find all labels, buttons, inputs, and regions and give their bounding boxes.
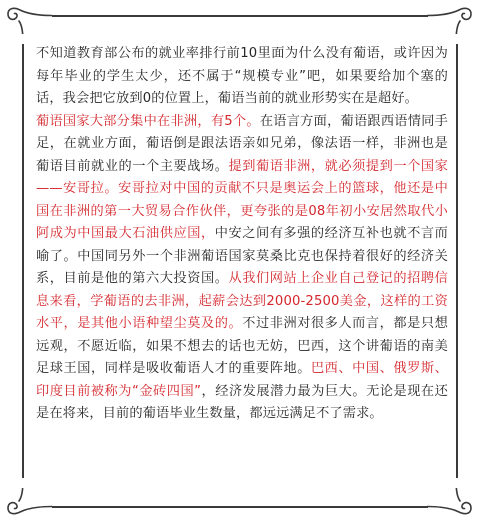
text-brazil: 不过非洲对很多人而言，都是只想远观，不愿近临，如果不想去的话也无妨，巴西，这个讲葡语的南美足球王国，同样是吸收葡语人才的重要阵地。 [36, 316, 448, 376]
highlight-bric: 巴西、中国、俄罗斯、印度目前被称为“金砖四国” [36, 361, 448, 399]
corner-ornament-bottom-left [4, 488, 52, 518]
paragraph-intro [36, 43, 448, 111]
highlight-salary: 从我们网站上企业自己登记的招聘信息来看，学葡语的去非洲，起薪会达到2000-2500美金，这样的工资水平，是其他小语种望尘莫及的。 [36, 271, 448, 331]
text-conclusion: ，经济发展潜力最为巨大。无论是现在还是在将来，目前的葡语毕业生数量，都远远满足不了需求。 [36, 383, 448, 421]
corner-ornament-bottom-right [427, 488, 475, 518]
article-body [36, 43, 448, 426]
corner-ornament-top-right [427, 4, 475, 34]
highlight-angola: 提到葡语非洲，就必须提到一个国家——安哥拉。安哥拉对中国的贡献不只是奥运会上的篮球，他还是中国在非洲的第一大贸易合作伙伴，更夸张的是08年初小安居然取代小阿成为中国最大石油供应国， [36, 158, 448, 241]
frame-right-line [456, 44, 458, 478]
text-mozambique: 中安之间有多强的经济互补也就不言而喻了。中国同另外一个非洲葡语国家莫桑比克也保持着很好的经济关系，目前是他的第六大投资国。 [36, 226, 448, 286]
frame-left-line [22, 44, 24, 478]
frame-bottom-line [52, 506, 428, 508]
intro-text: 不知道教育部公布的就业率排行前10里面为什么没有葡语，或许因为每年毕业的学生太少，还不属于“规模专业”吧，如果要给加个塞的话，我会把它放到0的位置上，葡语当前的就业形势实在是超好。 [36, 46, 448, 106]
frame-top-line [52, 15, 428, 17]
highlight-africa-countries: 葡语国家大部分集中在非洲，有5个。 [36, 113, 260, 129]
paragraph-employment [36, 111, 448, 426]
corner-ornament-top-left [4, 4, 52, 34]
text-language-comparison: 在语言方面，葡语跟西语情同手足，在就业方面，葡语倒是跟法语亲如兄弟，像法语一样，非洲也是葡语目前就业的一个主要战场。 [36, 113, 448, 174]
